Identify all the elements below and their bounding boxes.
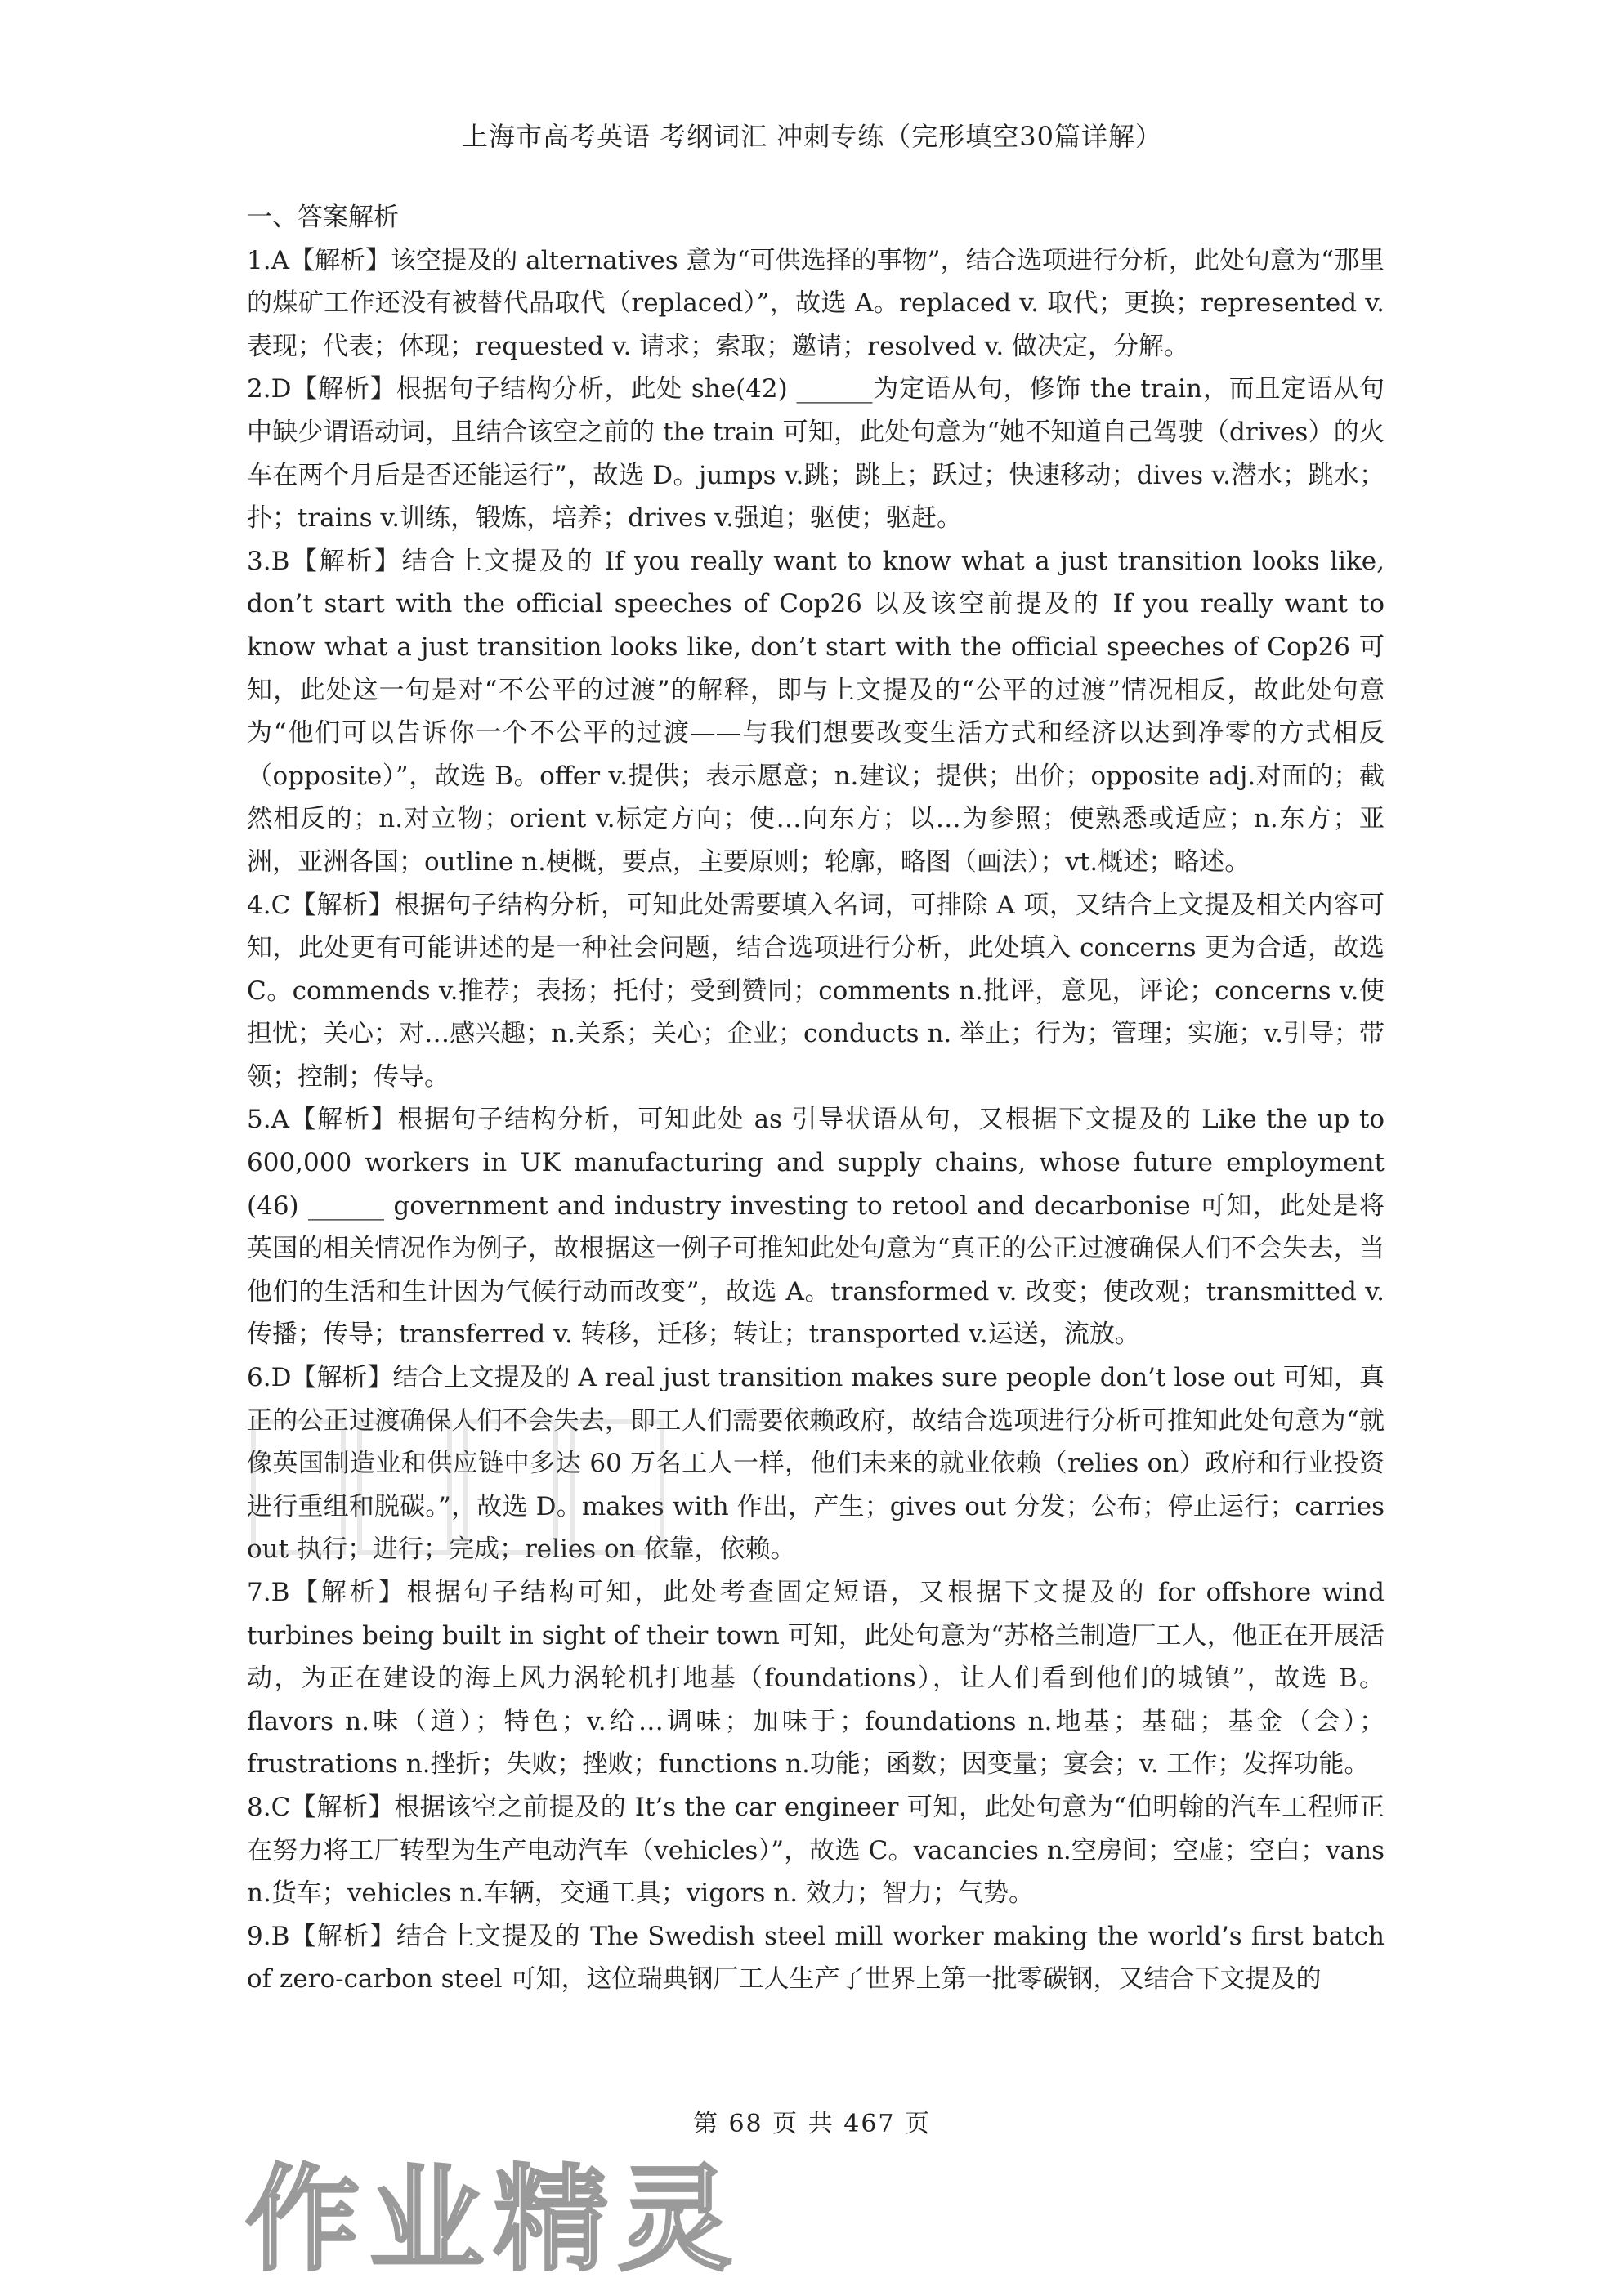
watermark-faint (245, 1389, 670, 1601)
section-heading: 一、答案解析 (247, 203, 399, 232)
svg-text:作业精灵: 作业精灵 (245, 2157, 743, 2280)
answer-paragraph-8: 8.C【解析】根据该空之前提及的 It’s the car engineer 可知，此处句意为“伯明翰的汽车工程师正在努力将工厂转型为生产电动汽车（vehicles）”，故选 C。vacancies n.空房间；空虚；空白；vans n.货车；vehicles n.车辆，交通工具；vigors n. 效力；智力；气势。 (247, 1792, 1385, 1909)
page-header: 上海市高考英语 考纲词汇 冲刺专练（完形填空30篇详解） (461, 121, 1163, 152)
page-number: 第 68 页 共 467 页 (692, 2110, 932, 2138)
answer-paragraph-7: 7.B【解析】根据句子结构可知，此处考查固定短语，又根据下文提及的 for offshore wind turbines being built in sight of their town 可知，此处句意为“苏格兰制造厂工人，他正在开展活动，为正在建设的海上风力涡轮机打地基（foundations），让人们看到他们的城镇”，故选 B。flavors n.味（道）；特色；v.给…调味；加味于；foundations n.地基；基础；基金（会）；frustrations n.挫折；失败；挫败；functions n.功能；函数；因变量；宴会；v. 工作；发挥功能。 (247, 1578, 1385, 1780)
answer-paragraph-6: 6.D【解析】结合上文提及的 A real just transition makes sure people don’t lose out 可知，真正的公正过渡确保人们不会失去，即工人们需要依赖政府，故结合选项进行分析可推知此处句意为“就像英国制造业和供应链中多达 60 万名工人一样，他们未来的就业依赖（relies on）政府和行业投资进行重组和脱碳。”，故选 D。makes with 作出，产生；gives out 分发；公布；停止运行；carries out 执行；进行；完成；relies on 依靠，依赖。 (247, 1363, 1385, 1565)
answer-paragraph-1: 1.A【解析】该空提及的 alternatives 意为“可供选择的事物”，结合选项进行分析，此处句意为“那里的煤矿工作还没有被替代品取代（replaced）”，故选 A。replaced v. 取代；更换；represented v. 表现；代表；体现；requested v. 请求；索取；邀请；resolved v. 做决定，分解。 (247, 245, 1385, 361)
answer-paragraph-2: 2.D【解析】根据句子结构分析，此处 she(42) ______为定语从句，修饰 the train，而且定语从句中缺少谓语动词，且结合该空之前的 the train 可知，此处句意为“她不知道自己驾驶（drives）的火车在两个月后是否还能运行”，故选 D。jumps v.跳；跳上；跃过；快速移动；dives v.潜水；跳水；扑；trains v.训练，锻炼，培养；drives v.强迫；驱使；驱赶。 (247, 374, 1385, 534)
answer-paragraph-4: 4.C【解析】根据句子结构分析，可知此处需要填入名词，可排除 A 项，又结合上文提及相关内容可知，此处更有可能讲述的是一种社会问题，结合选项进行分析，此处填入 concerns 更为合适，故选 C。commends v.推荐；表扬；托付；受到赞同；comments n.批评，意见，评论；concerns v.使担忧；关心；对…感兴趣；n.关系；关心；企业；conducts n. 举止；行为；管理；实施；v.引导；带领；控制；传导。 (247, 890, 1385, 1092)
answer-paragraph-5: 5.A【解析】根据句子结构分析，可知此处 as 引导状语从句，又根据下文提及的 Like the up to 600,000 workers in UK manufacturing and supply chains, whose future employment (46) ______ government and industry investing to retool and decarbonise 可知，此处是将英国的相关情况作为例子，故根据这一例子可推知此处句意为“真正的公正过渡确保人们不会失去，当他们的生活和生计因为气候行动而改变”，故选 A。transformed v. 改变；使改观；transmitted v.传播；传导；transferred v. 转移，迁移；转让；transported v.运送，流放。 (247, 1105, 1385, 1350)
answer-paragraph-9: 9.B【解析】结合上文提及的 The Swedish steel mill worker making the world’s first batch of zero-carbon steel 可知，这位瑞典钢厂工人生产了世界上第一批零碳钢，又结合下文提及的 (247, 1921, 1385, 1994)
answer-paragraph-3: 3.B【解析】结合上文提及的 If you really want to know what a just transition looks like, don’t start with the official speeches of Cop26 以及该空前提及的 If you really want to know what a just transition looks like, don’t start with the official speeches of Cop26 可知，此处这一句是对“不公平的过渡”的解释，即与上文提及的“公平的过渡”情况相反，故此处句意为“他们可以告诉你一个不公平的过渡——与我们想要改变生活方式和经济以达到净零的方式相反（opposite）”，故选 B。offer v.提供；表示愿意；n.建议；提供；出价；opposite adj.对面的；截然相反的；n.对立物；orient v.标定方向；使…向东方；以…为参照；使熟悉或适应；n.东方；亚洲，亚洲各国；outline n.梗概，要点，主要原则；轮廓，略图（画法）；vt.概述；略述。 (247, 546, 1385, 877)
watermark-logo (245, 2157, 768, 2280)
document-body (247, 196, 1385, 2001)
